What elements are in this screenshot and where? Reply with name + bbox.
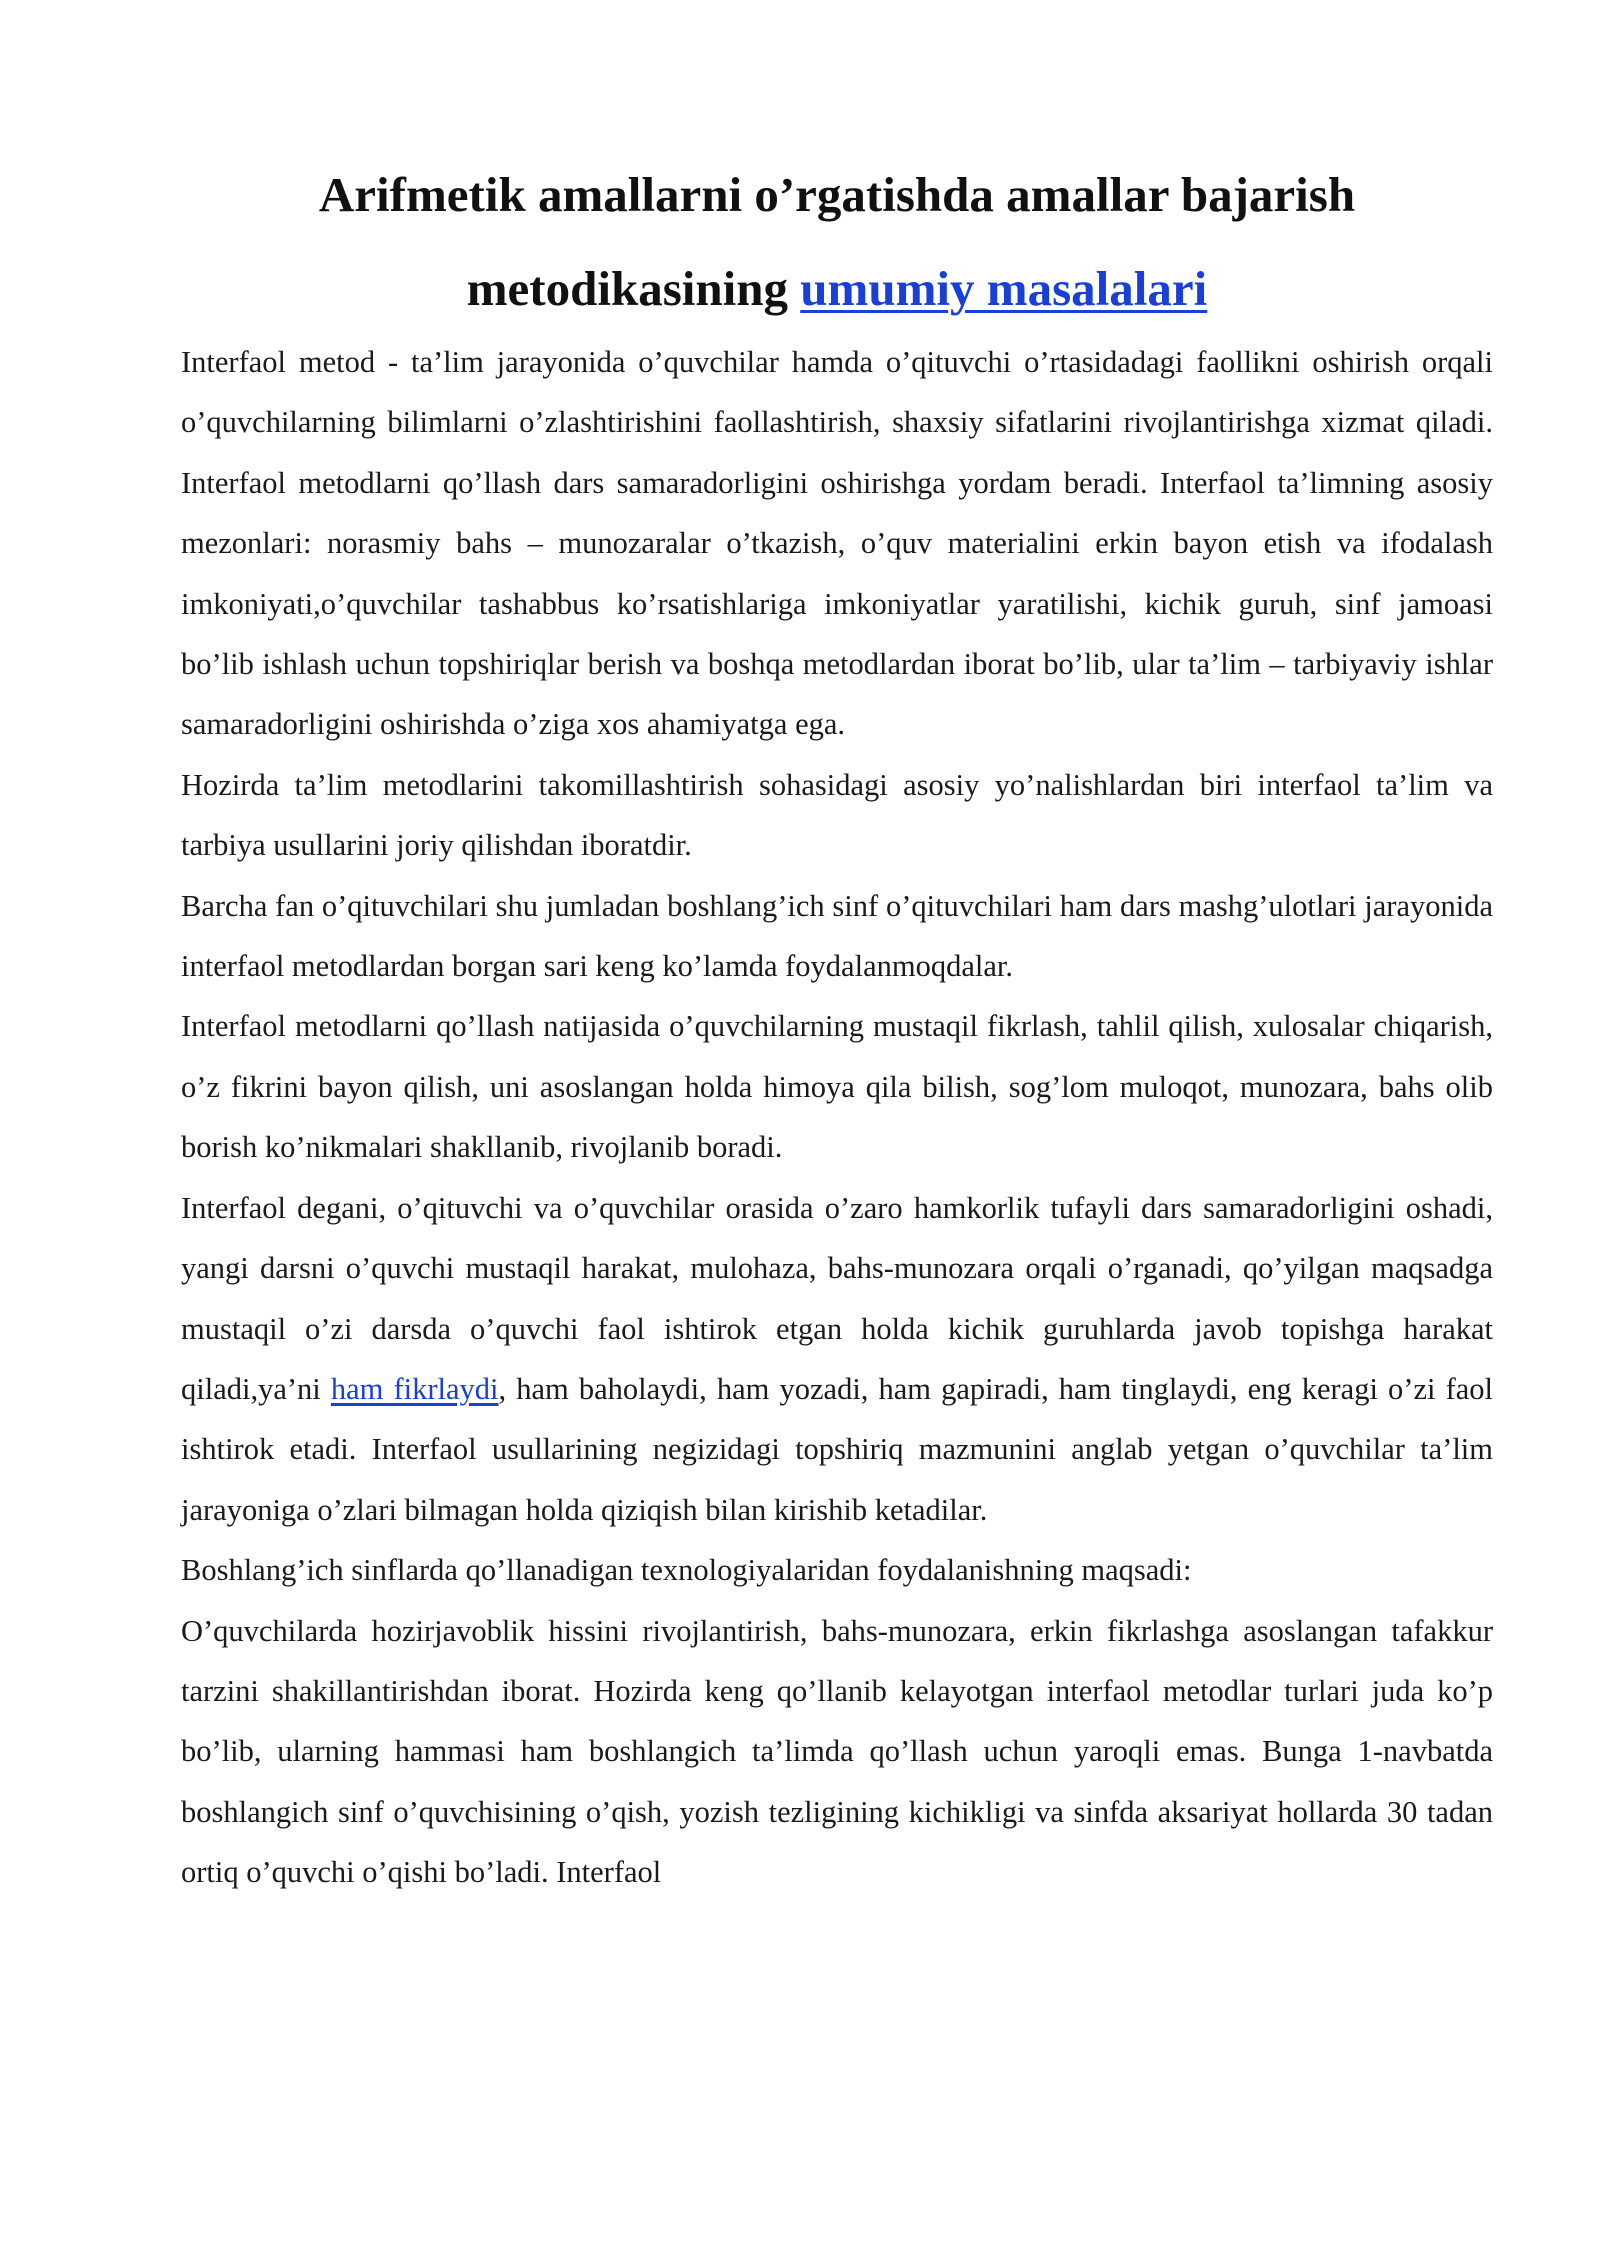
paragraph-5: [181, 1178, 1493, 1540]
paragraph-3: Barcha fan o’qituvchilari shu jumladan boshlang’ich sinf o’qituvchilari ham dars mashg’ulotlari jarayonida interfaol metodlardan borgan sari keng ko’lamda foydalanmoqdalar.: [181, 888, 1493, 984]
title-line-1: Arifmetik amallarni o’rgatishda amallar bajarish: [318, 167, 1356, 222]
paragraph-2: Hozirda ta’lim metodlarini takomillashtirish sohasidagi asosiy yo’nalishlardan biri interfaol ta’lim va tarbiya usullarini joriy qilishdan iboratdir.: [181, 767, 1493, 863]
title-line-2-prefix: metodikasining: [466, 261, 801, 316]
document-body: [181, 332, 1493, 1903]
paragraph-6: Boshlang’ich sinflarda qo’llanadigan texnologiyalaridan foydalanishning maqsadi:: [181, 1553, 1192, 1588]
paragraph-5-text-after-link: , ham baholaydi, ham yozadi, ham gapiradi, ham tinglaydi, eng keragi o’zi faol ishtirok etadi. Interfaol usullarining negizidagi topshiriq mazmunini anglab yetgan o’quvchilar ta’lim jarayoniga o’zlari bilmagan holda qiziqish bilan kirishib ketadilar.: [181, 1371, 1493, 1527]
title-link[interactable]: umumiy masalalari: [800, 261, 1208, 316]
inline-link-ham-fikrlaydi[interactable]: ham fikrlaydi: [330, 1371, 499, 1406]
paragraph-1: Interfaol metod - ta’lim jarayonida o’quvchilar hamda o’qituvchi o’rtasidadagi faollikni oshirish orqali o’quvchilarning bilimlarni o’zlashtirishini faollashtirish, shaxsiy sifatlarini rivojlantirishga xizmat qiladi. Interfaol metodlarni qo’llash dars samaradorligini oshirishga yordam beradi. Interfaol ta’limning asosiy mezonlari: norasmiy bahs – munozaralar o’tkazish, o’quv materialini erkin bayon etish va ifodalash imkoniyati,o’quvchilar tashabbus ko’rsatishlariga imkoniyatlar yaratilishi, kichik guruh, sinf jamoasi bo’lib ishlash uchun topshiriqlar berish va boshqa metodlardan iborat bo’lib, ular ta’lim – tarbiyaviy ishlar samaradorligini oshirishda o’ziga xos ahamiyatga ega.: [181, 345, 1493, 742]
paragraph-5-text-before-link: Interfaol degani, o’qituvchi va o’quvchilar orasida o’zaro hamkorlik tufayli dars samaradorligini oshadi, yangi darsni o’quvchi mustaqil harakat, mulohaza, bahs-munozara orqali o’rganadi, qo’yilgan maqsadga mustaqil o’zi darsda o’quvchi faol ishtirok etgan holda kichik guruhlarda javob topishga harakat qiladi,ya’ni: [181, 1190, 1493, 1406]
paragraph-7: O’quvchilarda hozirjavoblik hissini rivojlantirish, bahs-munozara, erkin fikrlashga asoslangan tafakkur tarzini shakillantirishdan iborat. Hozirda keng qo’llanib kelayotgan interfaol metodlar turlari juda ko’p bo’lib, ularning hammasi ham boshlangich ta’limda qo’llash uchun yaroqli emas. Bunga 1-navbatda boshlangich sinf o’quvchisining o’qish, yozish tezligining kichikligi va sinfda aksariyat hollarda 30 tadan ortiq o’quvchi o’qishi bo’ladi. Interfaol: [181, 1613, 1493, 1890]
paragraph-4: Interfaol metodlarni qo’llash natijasida o’quvchilarning mustaqil fikrlash, tahlil qilish, xulosalar chiqarish, o’z fikrini bayon qilish, uni asoslangan holda himoya qila bilish, sog’lom muloqot, munozara, bahs olib borish ko’nikmalari shakllanib, rivojlanib boradi.: [181, 1009, 1493, 1165]
document-title: [181, 148, 1493, 336]
document-content: [181, 148, 1493, 1903]
